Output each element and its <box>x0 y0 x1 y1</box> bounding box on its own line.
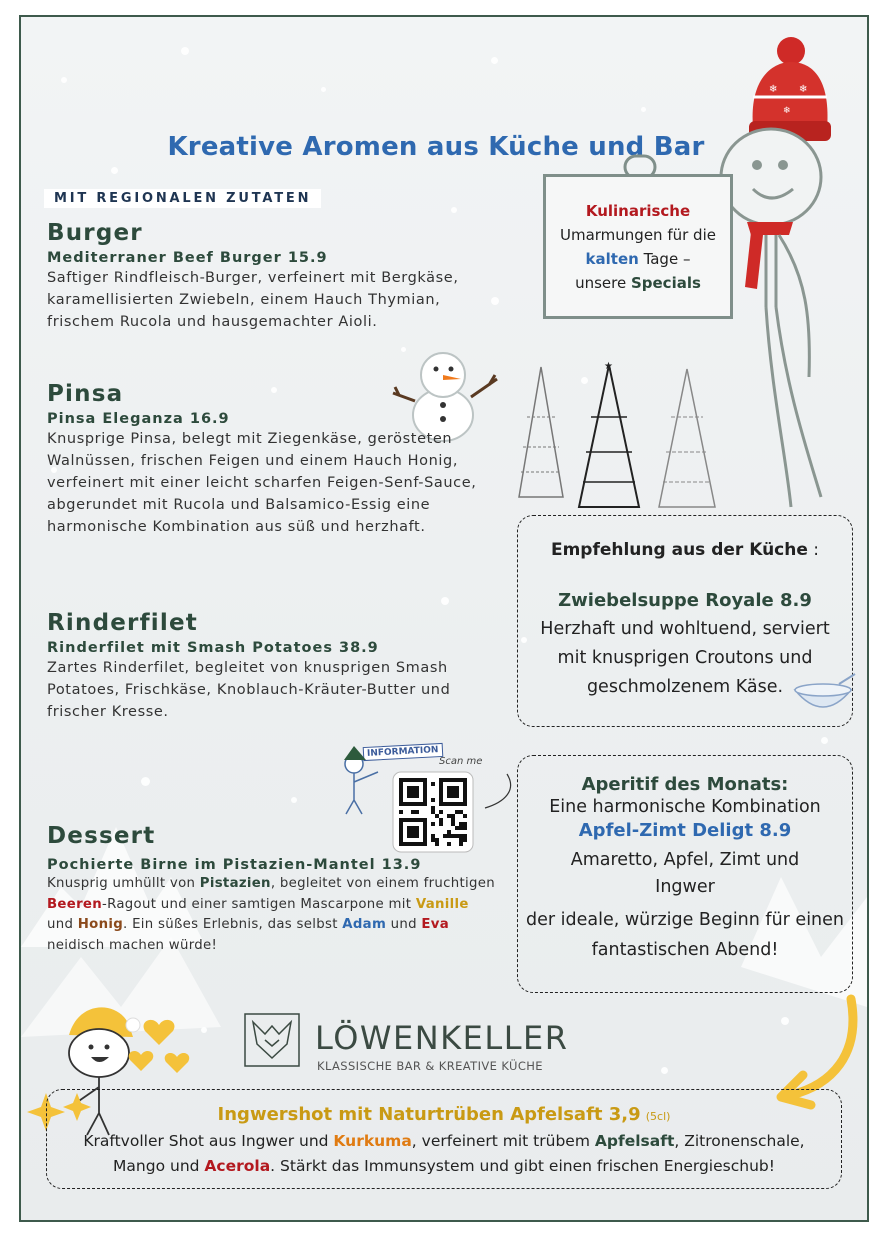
highlight-apfelsaft: Apfelsaft <box>594 1132 675 1150</box>
desc-text: -Ragout und einer samtigen Mascarpone mit <box>102 896 416 912</box>
highlight-vanille: Vanille <box>415 896 469 912</box>
aperitif-ingredients: Amaretto, Apfel, Zimt und Ingwer <box>570 850 800 897</box>
highlight-beeren: Beeren <box>47 896 103 912</box>
ingwershot-title-line <box>47 1104 841 1125</box>
sign-kalten: kalten <box>585 250 639 268</box>
dish-description: Knusprige Pinsa, belegt mit Ziegenkäse, gerösteten Walnüssen, frischen Feigen und einem Hauch Honig, verfeinert mit einer leicht scharfen Feigen-Senf-Sauce, abgerundet mit Rucola und Balsamico-Essig eine harmonische Kombination aus süß und herzhaft. <box>47 431 477 535</box>
aperitif-closing: der ideale, würzige Beginn für einen fantastischen Abend! <box>526 910 845 960</box>
recommendation-heading-line <box>518 540 852 560</box>
desc-text: neidisch machen würde! <box>47 937 218 953</box>
highlight-kurkuma: Kurkuma <box>333 1132 412 1150</box>
recommendation-heading: Empfehlung aus der Küche <box>550 540 808 560</box>
christmas-trees-illustration <box>501 357 741 517</box>
sign-line-1: Kulinarische <box>585 202 691 220</box>
section-heading: Dessert <box>47 823 156 849</box>
ingwershot-title: Ingwershot mit Naturtrüben Apfelsaft 3,9 <box>217 1104 641 1125</box>
lion-logo-icon <box>243 1012 303 1070</box>
sign-line-2: Umarmungen für die <box>560 226 716 244</box>
section-rinderfilet <box>47 610 487 723</box>
recommendation-description: Herzhaft und wohltuend, serviert mit knusprigen Croutons und geschmolzenem Käse. <box>540 619 830 697</box>
aperitif-line-1: Eine harmonische Kombination <box>549 797 821 817</box>
soup-bowl-icon <box>789 672 859 722</box>
dish-title: Pinsa Eleganza 16.9 <box>47 411 230 427</box>
desc-text: , begleitet von einem fruchtigen <box>270 876 495 891</box>
svg-text:❄: ❄ <box>769 84 778 95</box>
dish-title: Pochierte Birne im Pistazien-Mantel 13.9 <box>47 857 422 873</box>
svg-text:★: ★ <box>604 361 613 372</box>
dish-description: Zartes Rinderfilet, begleitet von knusprigen Smash Potatoes, Frischkäse, Knoblauch-Kräuter-Butter und frischer Kresse. <box>47 660 451 720</box>
dish-title: Rinderfilet mit Smash Potatoes 38.9 <box>47 640 379 656</box>
sign-line-3 <box>546 247 730 271</box>
section-heading: Burger <box>47 220 143 246</box>
sign-line-4 <box>546 271 730 295</box>
section-pinsa <box>47 381 487 538</box>
ingwershot-box <box>46 1089 842 1189</box>
dish-description <box>47 874 497 956</box>
desc-text: , Zitronenschale, <box>674 1132 805 1150</box>
highlight-honig: Honig <box>77 917 124 932</box>
desc-text: , verfeinert mit trübem <box>411 1132 595 1150</box>
sign-line-3-rest: Tage – <box>638 250 691 268</box>
scan-me-label: Scan me <box>439 756 483 767</box>
desc-text: . Stärkt das Immunsystem und gibt einen frischen Energieschub! <box>270 1157 775 1175</box>
dish-title: Mediterraner Beef Burger 15.9 <box>47 250 328 266</box>
desc-text: und <box>386 917 422 932</box>
highlight-adam: Adam <box>342 917 387 932</box>
sign-line-4-pre: unsere <box>575 274 631 292</box>
ingwershot-size: (5cl) <box>645 1110 671 1123</box>
desc-text: . Ein süßes Erlebnis, das selbst <box>123 917 343 932</box>
menu-page <box>19 15 869 1222</box>
aperitif-dish: Apfel-Zimt Deligt 8.9 <box>578 820 792 841</box>
section-burger <box>47 220 487 333</box>
dish-description: Saftiger Rindfleisch-Burger, verfeinert mit Bergkäse, karamellisierten Zwiebeln, einem Hauch Thymian, frischem Rucola und hausgemachter Aioli. <box>47 270 459 330</box>
svg-text:❄: ❄ <box>783 106 791 116</box>
aperitif-box <box>517 755 853 993</box>
recommendation-colon: : <box>807 540 820 560</box>
recommendation-dish: Zwiebelsuppe Royale 8.9 <box>558 590 812 611</box>
specials-sign <box>543 174 733 319</box>
aperitif-heading: Aperitif des Monats: <box>581 774 789 795</box>
section-heading: Rinderfilet <box>47 610 198 636</box>
desc-text: Knusprig umhüllt von <box>47 876 200 891</box>
highlight-eva: Eva <box>421 917 449 932</box>
highlight-acerola: Acerola <box>204 1157 271 1175</box>
desc-text: Kraftvoller Shot aus Ingwer und <box>83 1132 334 1150</box>
section-dessert <box>47 823 497 956</box>
ingwershot-description <box>47 1129 841 1179</box>
desc-text: und <box>47 917 78 932</box>
information-tag: INFORMATION <box>363 743 443 761</box>
highlight-pistazien: Pistazien <box>199 876 271 891</box>
regional-ribbon: MIT REGIONALEN ZUTATEN <box>44 189 321 208</box>
section-heading: Pinsa <box>47 381 124 407</box>
desc-text: Mango und <box>113 1157 205 1175</box>
sign-specials: Specials <box>630 274 701 292</box>
elf-figure-icon <box>336 742 386 817</box>
logo-subtitle: KLASSISCHE BAR & KREATIVE KÜCHE <box>317 1059 543 1073</box>
page-title: Kreative Aromen aus Küche und Bar <box>167 132 705 163</box>
logo-name: LÖWENKELLER <box>315 1019 569 1057</box>
svg-text:❄: ❄ <box>799 84 808 95</box>
